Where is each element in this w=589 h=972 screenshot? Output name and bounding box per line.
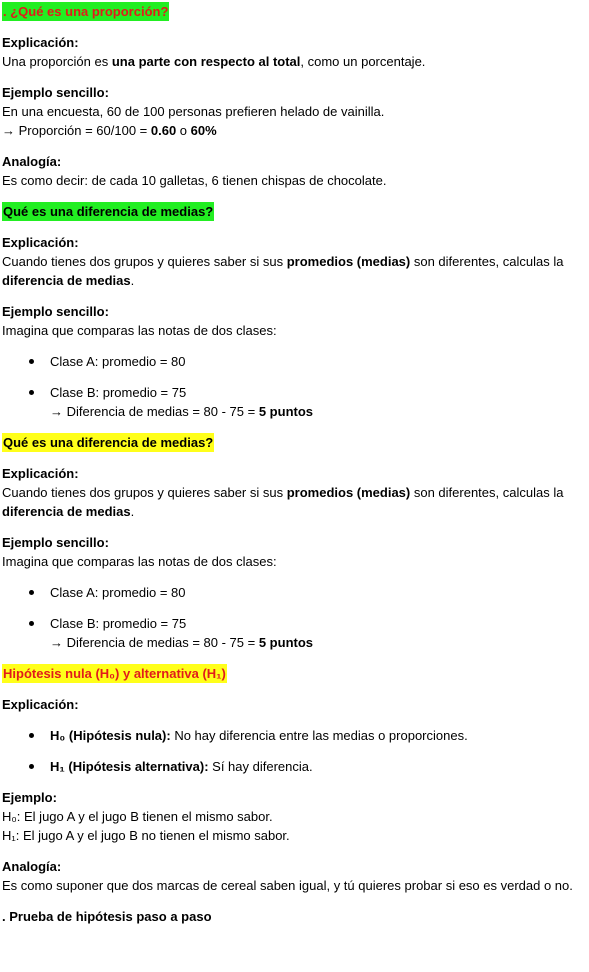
section-heading-proporcion: . ¿Qué es una proporción? [3, 4, 169, 19]
explicacion-label: Explicación: [2, 697, 79, 712]
bullet-icon [29, 359, 34, 364]
ejemplo-line: En una encuesta, 60 de 100 personas prefieren helado de vainilla. [2, 104, 385, 119]
section-heading-prueba: . Prueba de hipótesis paso a paso [2, 909, 212, 924]
list-item: Clase A: promedio = 80 [2, 352, 589, 371]
list-item: H₀ (Hipótesis nula): No hay diferencia entre las medias o proporciones. [2, 726, 589, 745]
explicacion-text: Cuando tienes dos grupos y quieres saber si sus promedios (medias) son diferentes, calculas la [2, 485, 564, 500]
ejemplo-label: Ejemplo: [2, 790, 57, 805]
bullet-list [2, 583, 589, 652]
section-heading-diferencia-medias: Qué es una diferencia de medias? [3, 204, 214, 219]
explicacion-text: Una proporción es una parte con respecto al total, como un porcentaje. [2, 54, 426, 69]
ejemplo-h0: H₀: El jugo A y el jugo B tienen el mismo sabor. [2, 809, 273, 824]
bullet-icon [29, 390, 34, 395]
ejemplo-label: Ejemplo sencillo: [2, 304, 109, 319]
explicacion-label: Explicación: [2, 466, 79, 481]
list-item: Clase B: promedio = 75 → Diferencia de medias = 80 - 75 = 5 puntos [2, 614, 589, 652]
section-heading-diferencia-medias-2: Qué es una diferencia de medias? [3, 435, 214, 450]
ejemplo-label: Ejemplo sencillo: [2, 535, 109, 550]
ejemplo-result: → Proporción = 60/100 = 0.60 o 60% [2, 123, 217, 138]
ejemplo-intro: Imagina que comparas las notas de dos clases: [2, 554, 277, 569]
bullet-list [2, 352, 589, 421]
ejemplo-h1: H₁: El jugo A y el jugo B no tienen el mismo sabor. [2, 828, 290, 843]
bullet-icon [29, 621, 34, 626]
bullet-icon [29, 764, 34, 769]
bullet-list [2, 726, 589, 776]
list-item: H₁ (Hipótesis alternativa): Sí hay diferencia. [2, 757, 589, 776]
list-item: Clase A: promedio = 80 [2, 583, 589, 602]
bullet-icon [29, 590, 34, 595]
analogia-text: Es como decir: de cada 10 galletas, 6 tienen chispas de chocolate. [2, 173, 387, 188]
explicacion-text-cont: diferencia de medias. [2, 504, 135, 519]
analogia-label: Analogía: [2, 154, 62, 169]
explicacion-text-cont: diferencia de medias. [2, 273, 135, 288]
ejemplo-intro: Imagina que comparas las notas de dos clases: [2, 323, 277, 338]
bullet-icon [29, 733, 34, 738]
explicacion-text: Cuando tienes dos grupos y quieres saber si sus promedios (medias) son diferentes, calculas la [2, 254, 564, 269]
explicacion-label: Explicación: [2, 35, 79, 50]
ejemplo-label: Ejemplo sencillo: [2, 85, 109, 100]
analogia-label: Analogía: [2, 859, 62, 874]
section-heading-hipotesis: Hipótesis nula (H₀) y alternativa (H₁) [3, 666, 226, 681]
explicacion-label: Explicación: [2, 235, 79, 250]
list-item: Clase B: promedio = 75 → Diferencia de medias = 80 - 75 = 5 puntos [2, 383, 589, 421]
analogia-text: Es como suponer que dos marcas de cereal saben igual, y tú quieres probar si eso es verdad o no. [2, 878, 573, 893]
